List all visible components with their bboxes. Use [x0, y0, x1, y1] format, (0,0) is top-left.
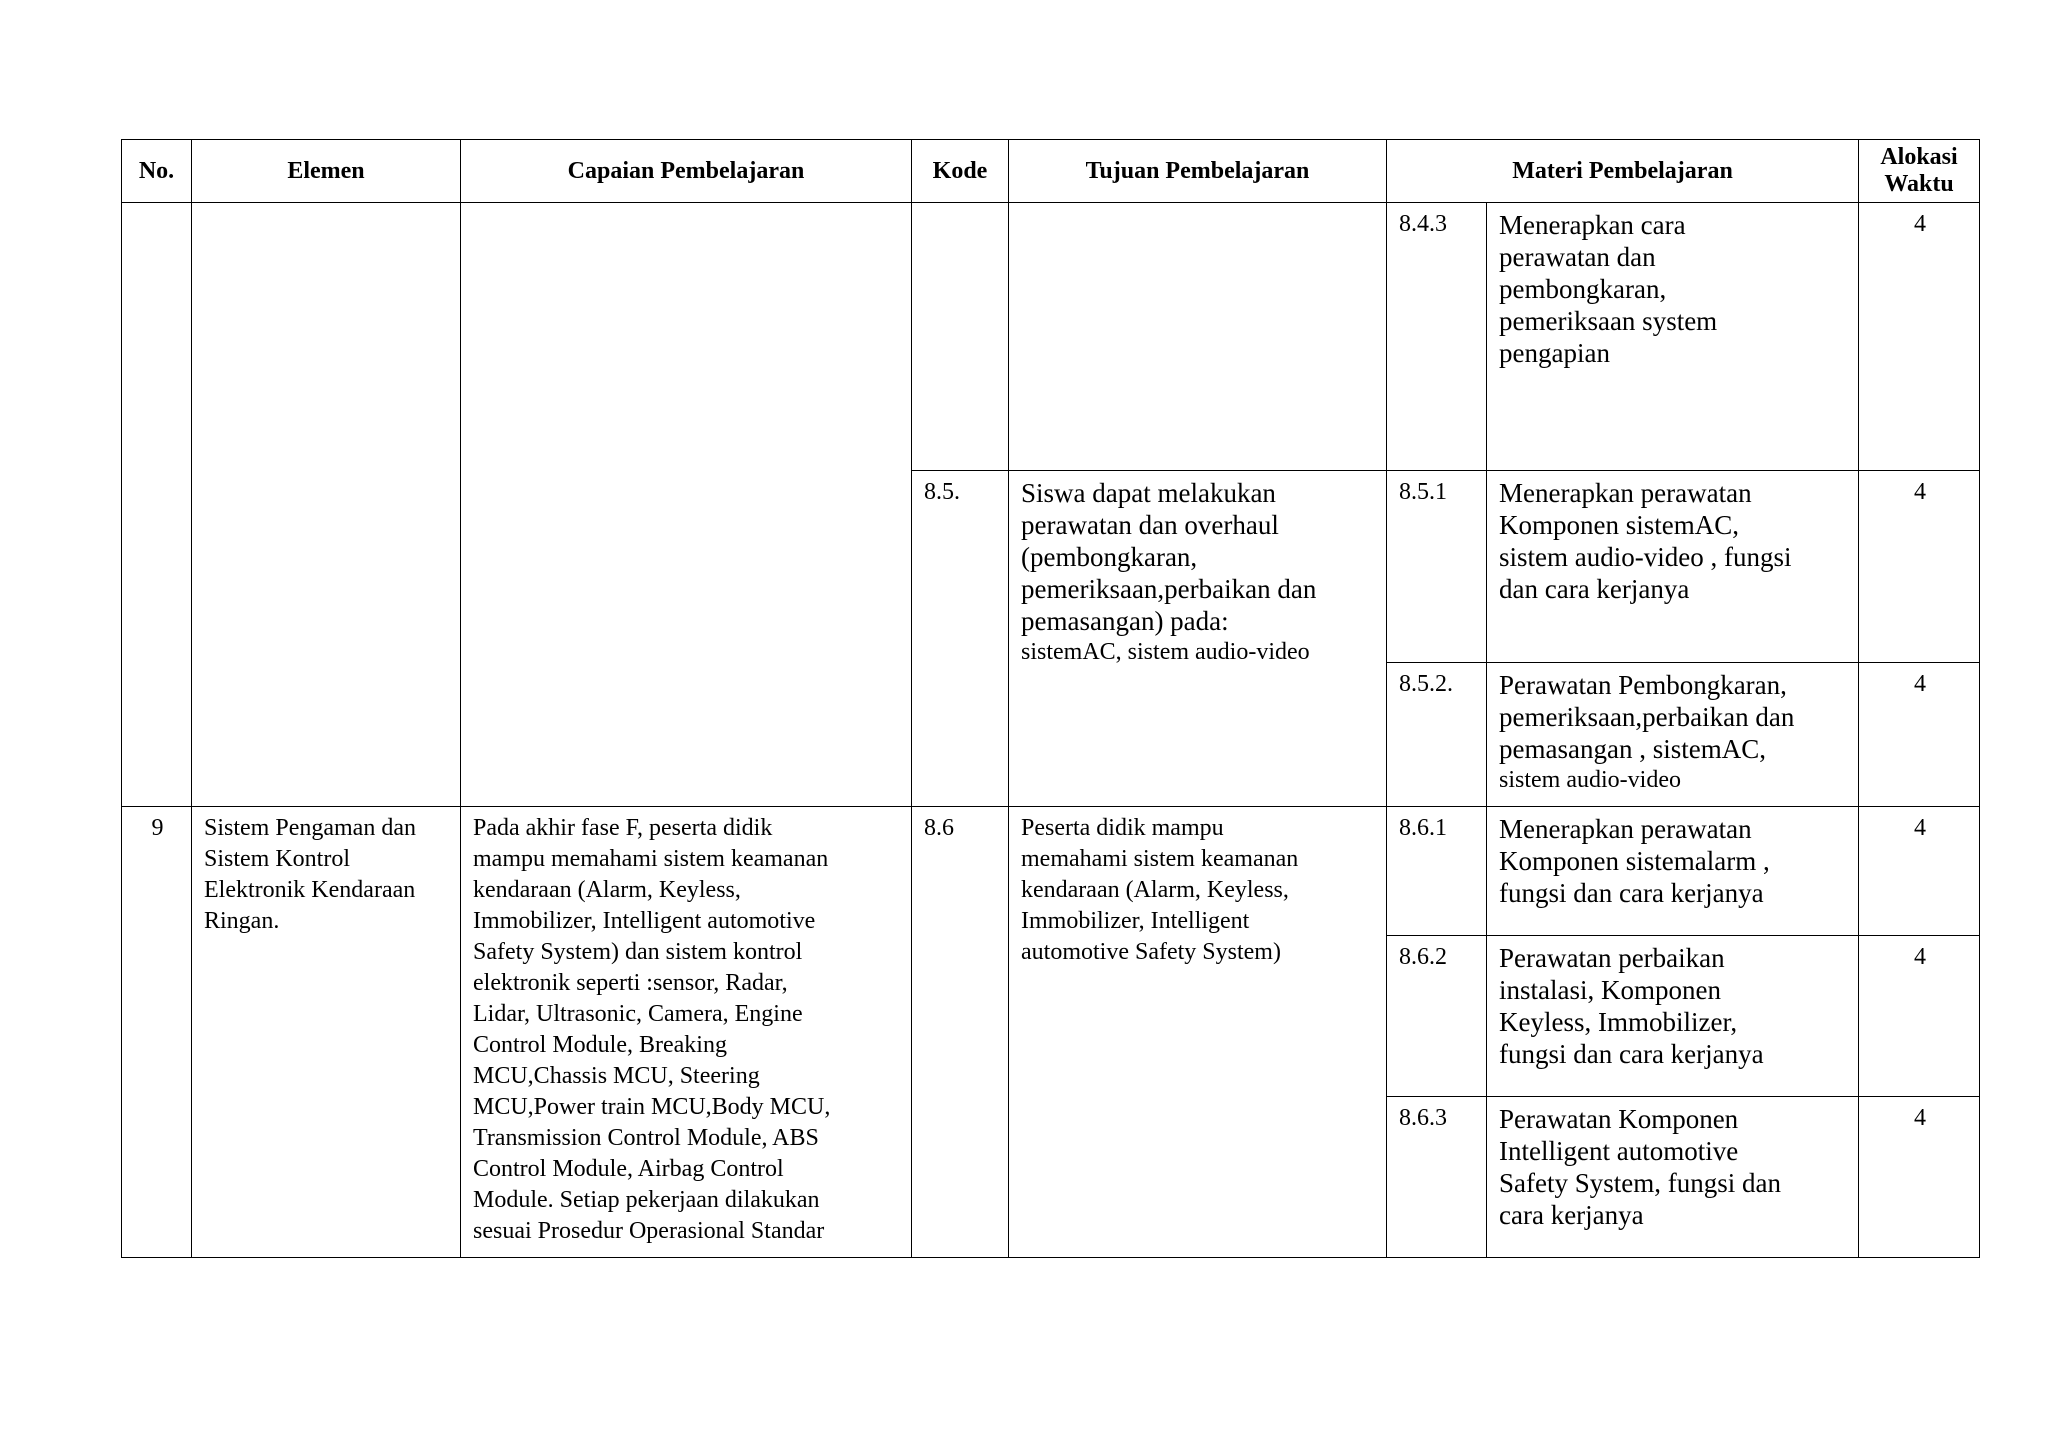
- header-capaian: Capaian Pembelajaran: [461, 140, 912, 203]
- no-value: 9: [122, 807, 192, 1258]
- tujuan-text-tail: sistemAC, sistem audio-video: [1021, 639, 1310, 665]
- materi-text: Perawatan Pembongkaran, pemeriksaan,perbaikan dan pemasangan , sistemAC,: [1499, 670, 1795, 764]
- materi-text: Perawatan perbaikan instalasi, Komponen Keyless, Immobilizer, fungsi dan cara kerjanya: [1487, 936, 1859, 1097]
- materi-text: Menerapkan perawatan Komponen sistemalarm , fungsi dan cara kerjanya: [1487, 807, 1859, 936]
- no-cell-empty: [122, 203, 192, 807]
- materi-text: Menerapkan perawatan Komponen sistemAC, sistem audio-video , fungsi dan cara kerjanya: [1487, 471, 1859, 663]
- materi-code: 8.6.2: [1387, 936, 1487, 1097]
- header-materi: Materi Pembelajaran: [1387, 140, 1859, 203]
- materi-text: Menerapkan cara perawatan dan pembongkaran, pemeriksaan system pengapian: [1487, 203, 1859, 471]
- kode-value: 8.5.: [912, 471, 1009, 807]
- elemen-cell-empty: [192, 203, 461, 807]
- alokasi-value: 4: [1859, 807, 1980, 936]
- kode-cell-empty: [912, 203, 1009, 471]
- tujuan-value: Peserta didik mampu memahami sistem keamanan kendaraan (Alarm, Keyless, Immobilizer, Intelligent automotive Safety System): [1009, 807, 1387, 1258]
- kode-value: 8.6: [912, 807, 1009, 1258]
- materi-text: Perawatan Komponen Intelligent automotive Safety System, fungsi dan cara kerjanya: [1487, 1097, 1859, 1258]
- materi-code: 8.6.3: [1387, 1097, 1487, 1258]
- materi-code: 8.5.1: [1387, 471, 1487, 663]
- header-elemen: Elemen: [192, 140, 461, 203]
- alokasi-value: 4: [1859, 1097, 1980, 1258]
- alokasi-value: 4: [1859, 203, 1980, 471]
- materi-cell: [1487, 663, 1859, 807]
- elemen-value: Sistem Pengaman dan Sistem Kontrol Elektronik Kendaraan Ringan.: [192, 807, 461, 1258]
- tujuan-cell-empty: [1009, 203, 1387, 471]
- header-kode: Kode: [912, 140, 1009, 203]
- materi-code: 8.5.2.: [1387, 663, 1487, 807]
- materi-code: 8.6.1: [1387, 807, 1487, 936]
- materi-code: 8.4.3: [1387, 203, 1487, 471]
- alokasi-value: 4: [1859, 471, 1980, 663]
- alokasi-value: 4: [1859, 663, 1980, 807]
- header-row: [122, 140, 1980, 203]
- tujuan-cell: [1009, 471, 1387, 807]
- table-row: [122, 203, 1980, 471]
- capaian-value: Pada akhir fase F, peserta didik mampu memahami sistem keamanan kendaraan (Alarm, Keyless, Immobilizer, Intelligent automotive Safety System) dan sistem kontrol elektronik seperti :sensor, Radar, Lidar, Ultrasonic, Camera, Engine Control Module, Breaking MCU,Chassis MCU, Steering MCU,Power train MCU,Body MCU, Transmission Control Module, ABS Control Module, Airbag Control Module. Setiap pekerjaan dilakukan sesuai Prosedur Operasional Standar: [461, 807, 912, 1258]
- alokasi-value: 4: [1859, 936, 1980, 1097]
- header-alokasi: Alokasi Waktu: [1859, 140, 1980, 203]
- header-no: No.: [122, 140, 192, 203]
- header-tujuan: Tujuan Pembelajaran: [1009, 140, 1387, 203]
- materi-text-tail: sistem audio-video: [1499, 767, 1681, 793]
- table-row: [122, 807, 1980, 936]
- capaian-cell-empty: [461, 203, 912, 807]
- curriculum-table: [121, 139, 1980, 1258]
- tujuan-text: Siswa dapat melakukan perawatan dan overhaul (pembongkaran, pemeriksaan,perbaikan dan pemasangan) pada:: [1021, 478, 1317, 636]
